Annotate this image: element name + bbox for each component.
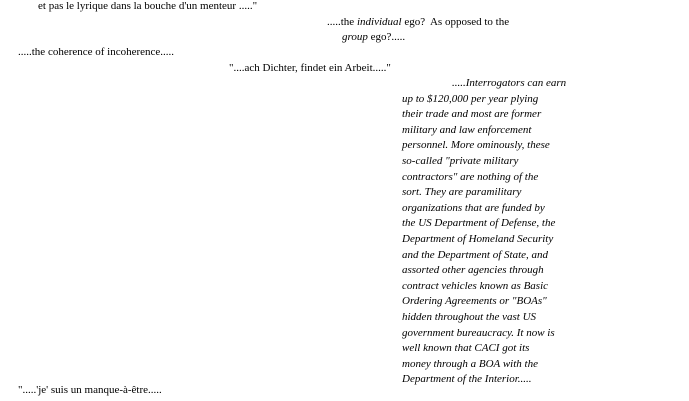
quote-line: up to $120,000 per year plying: [402, 92, 539, 105]
quote-line: Department of the Interior.....: [402, 373, 532, 386]
quote-line: contractors" are nothing of the: [402, 170, 539, 183]
individual-word: individual: [356, 16, 402, 28]
dichter-line: "....ach Dichter, findet ein Arbeit.....": [229, 62, 391, 74]
quote-line: money through a BOA with the: [402, 357, 538, 370]
group-suffix: ego?.....: [367, 31, 406, 43]
quote-line: organizations that are funded by: [402, 201, 545, 214]
quote-line: hidden throughout the vast US: [402, 310, 537, 323]
quote-line: government bureaucracy. It now is: [402, 326, 555, 339]
quote-line: contract vehicles known as Basic: [402, 279, 549, 292]
quote-line: personnel. More ominously, these: [402, 139, 550, 152]
quote-line: and the Department of State, and: [402, 248, 549, 261]
quote-line: Department of Homeland Security: [402, 232, 554, 245]
quote-line: their trade and most are former: [402, 108, 542, 121]
quote-line: so-called "private military: [402, 154, 519, 167]
group-ego-line: [342, 30, 405, 45]
quote-line: sort. They are paramilitary: [402, 186, 522, 199]
quote-line: assorted other agencies through: [402, 264, 544, 277]
quote-line: well known that CACI got its: [402, 342, 530, 355]
quote-line: Ordering Agreements or "BOAs": [402, 295, 547, 308]
individual-suffix: ego? As opposed to the: [401, 16, 510, 28]
group-word: group: [342, 31, 368, 43]
individual-ego-line: [327, 15, 509, 30]
individual-prefix: .....the: [327, 16, 357, 28]
manque-line: ".....'je' suis un manque-à-être.....: [18, 384, 162, 396]
quote-line: the US Department of Defense, the: [402, 217, 556, 230]
quote-line: military and law enforcement: [402, 123, 532, 136]
quote-line: .....Interrogators can earn: [452, 77, 567, 89]
coherence-line: .....the coherence of incoherence.....: [18, 46, 175, 58]
interrogators-quote: [402, 76, 597, 388]
lyrique-line: et pas le lyrique dans la bouche d'un menteur .....": [38, 0, 258, 12]
